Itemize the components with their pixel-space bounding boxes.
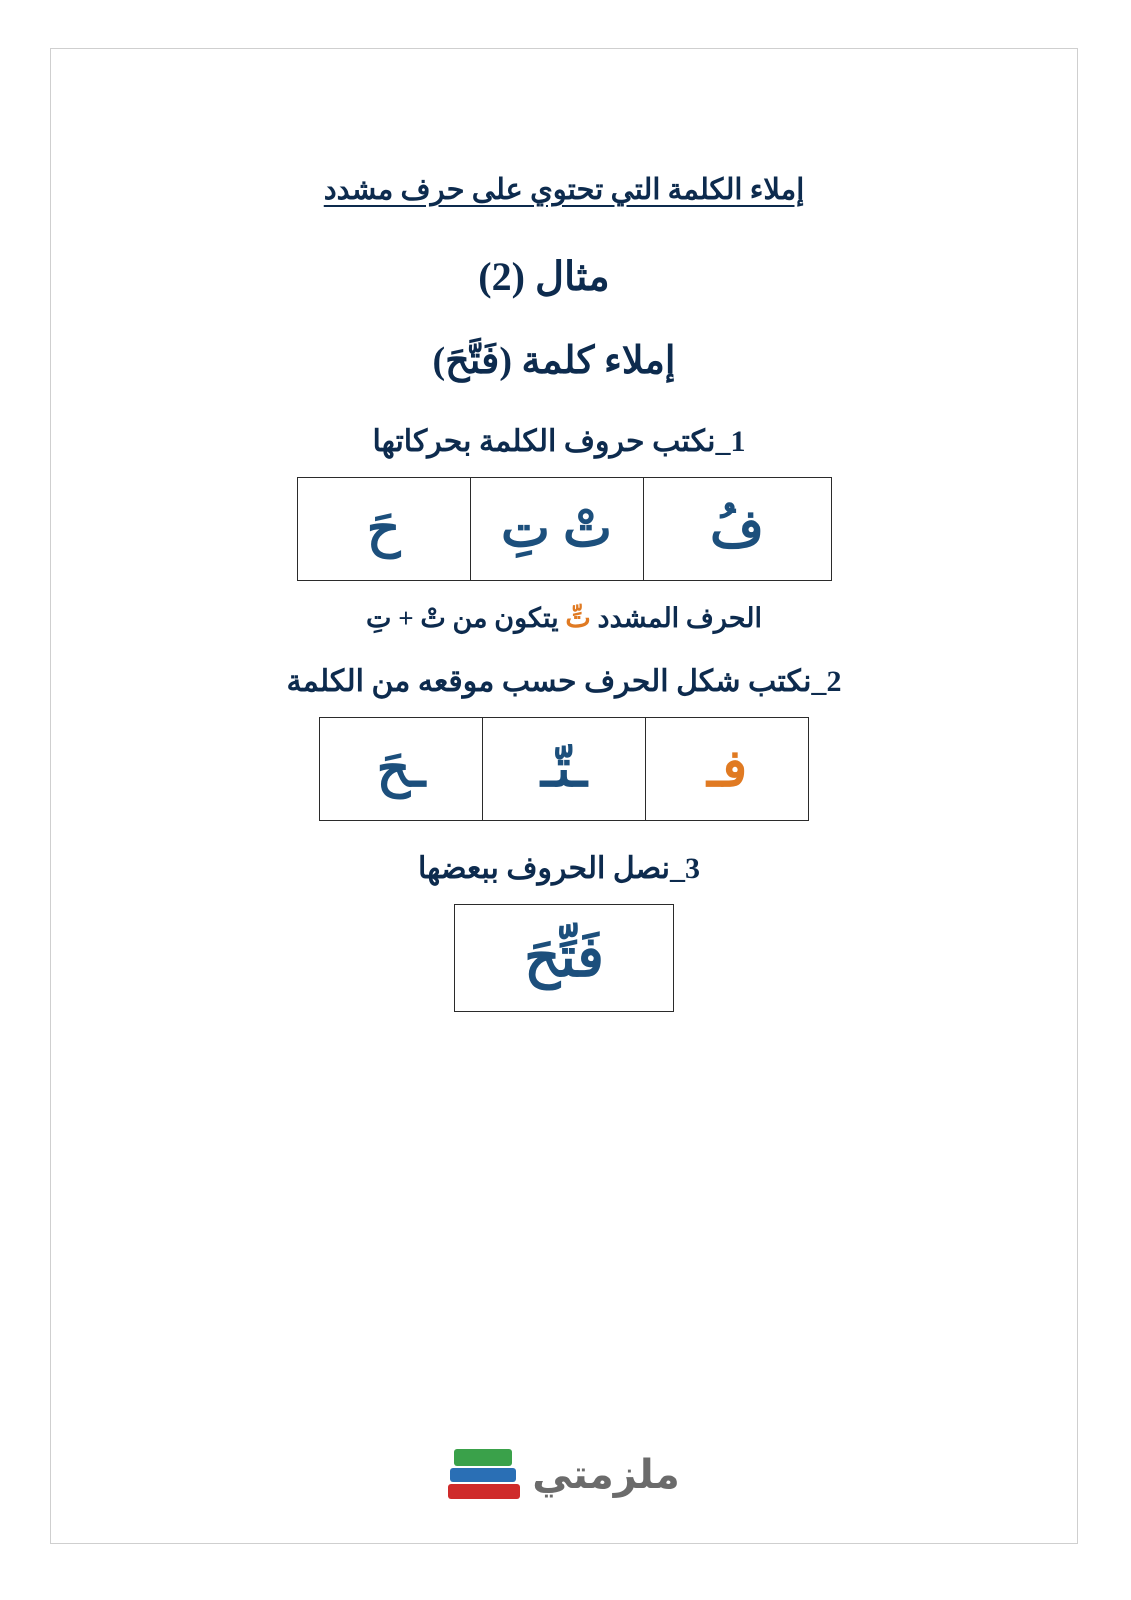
shaped-letter-cell-3: ـحَ bbox=[320, 717, 483, 820]
step-3-label: 3_نصل الحروف ببعضها bbox=[418, 851, 700, 885]
step-1-label: 1_نكتب حروف الكلمة بحركاتها bbox=[372, 424, 746, 458]
shaped-letter-cell-2: ـتّـ bbox=[483, 717, 646, 820]
letter-cell-1: فُ bbox=[643, 477, 831, 580]
note-prefix: الحرف المشدد bbox=[597, 602, 762, 633]
note-highlight: تِّ bbox=[565, 602, 591, 633]
final-word-box: فَتِّحَ bbox=[454, 904, 674, 1012]
worksheet-page bbox=[50, 48, 1078, 1544]
letter-cell-3: حَ bbox=[297, 477, 470, 580]
example-heading: مثال (2) bbox=[478, 253, 610, 299]
logo-text: ملزمتي bbox=[532, 1452, 680, 1498]
worksheet-content bbox=[51, 49, 1077, 1012]
stacked-books-icon bbox=[448, 1447, 522, 1503]
site-logo bbox=[51, 1447, 1077, 1503]
step-2-label: 2_نكتب شكل الحرف حسب موقعه من الكلمة bbox=[286, 664, 842, 698]
example-word-line: إملاء كلمة (فَتَّحَ) bbox=[432, 339, 676, 382]
table-row bbox=[320, 717, 809, 820]
letters-table-step-1 bbox=[297, 477, 832, 581]
letter-cell-2: تْ تِ bbox=[470, 477, 643, 580]
shadda-note bbox=[111, 603, 1017, 634]
letters-table-step-2 bbox=[319, 717, 809, 821]
shaped-letter-cell-1: فـ bbox=[646, 717, 809, 820]
page-title: إملاء الكلمة التي تحتوي على حرف مشدد bbox=[323, 174, 805, 206]
note-suffix: يتكون من تْ + تِ bbox=[366, 602, 559, 633]
table-row bbox=[297, 477, 831, 580]
